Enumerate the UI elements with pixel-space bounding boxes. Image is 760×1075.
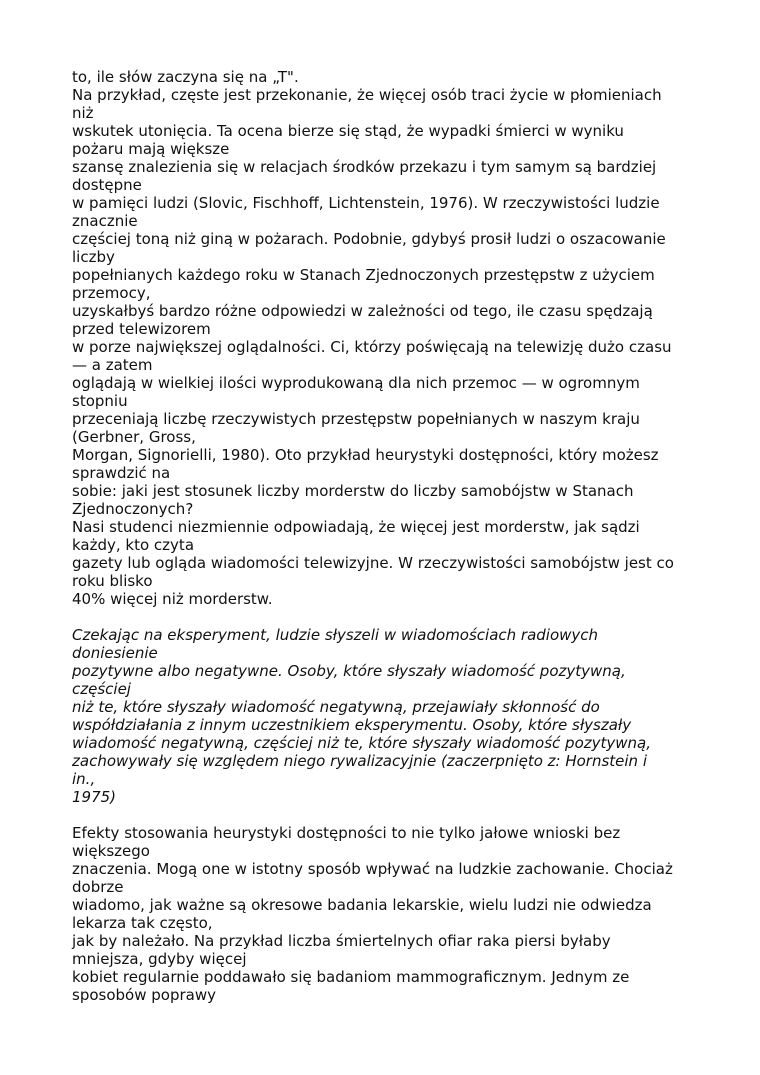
- italic-text-line: niż te, które słyszały wiadomość negatywną, przejawiały skłonność do: [72, 698, 600, 716]
- text-line: (Gerbner, Gross,: [72, 428, 196, 446]
- text-line: znacznie: [72, 212, 138, 230]
- text-line: znaczenia. Mogą one w istotny sposób wpływać na ludzkie zachowanie. Chociaż: [72, 860, 673, 878]
- text-line: 40% więcej niż morderstw.: [72, 590, 273, 608]
- text-line: Nasi studenci niezmiennie odpowiadają, że więcej jest morderstw, jak sądzi: [72, 518, 640, 536]
- text-line: w pamięci ludzi (Slovic, Fischhoff, Lichtenstein, 1976). W rzeczywistości ludzie: [72, 194, 660, 212]
- italic-text-line: pozytywne albo negatywne. Osoby, które słyszały wiadomość pozytywną,: [72, 662, 626, 680]
- text-line: przemocy,: [72, 284, 151, 302]
- text-line: mniejsza, gdyby więcej: [72, 950, 247, 968]
- text-line: gazety lub ogląda wiadomości telewizyjne. W rzeczywistości samobójstw jest co: [72, 554, 674, 572]
- text-line: sprawdzić na: [72, 464, 171, 482]
- text-line: to, ile słów zaczyna się na „T".: [72, 68, 299, 86]
- text-line: jak by należało. Na przykład liczba śmiertelnych ofiar raka piersi byłaby: [72, 932, 611, 950]
- text-line: stopniu: [72, 392, 128, 410]
- italic-text-line: częściej: [72, 680, 131, 698]
- text-line: pożaru mają większe: [72, 140, 230, 158]
- text-line: sposobów poprawy: [72, 986, 216, 1004]
- text-line: przeceniają liczbę rzeczywistych przestępstw popełnianych w naszym kraju: [72, 410, 640, 428]
- italic-text-line: zachowywały się względem niego rywalizacyjnie (zaczerpnięto z: Hornstein i: [72, 752, 648, 770]
- italic-text-line: współdziałania z innym uczestnikiem eksperymentu. Osoby, które słyszały: [72, 716, 632, 734]
- italic-text-line: doniesienie: [72, 644, 158, 662]
- text-line: wskutek utonięcia. Ta ocena bierze się stąd, że wypadki śmierci w wyniku: [72, 122, 624, 140]
- text-line: dostępne: [72, 176, 142, 194]
- paragraph-gap: [72, 806, 690, 824]
- text-line: uzyskałbyś bardzo różne odpowiedzi w zależności od tego, ile czasu spędzają: [72, 302, 653, 320]
- text-line: popełnianych każdego roku w Stanach Zjednoczonych przestępstw z użyciem: [72, 266, 655, 284]
- text-line: szansę znalezienia się w relacjach środków przekazu i tym samym są bardziej: [72, 158, 657, 176]
- italic-text-line: Czekając na eksperyment, ludzie słyszeli w wiadomościach radiowych: [72, 626, 599, 644]
- italic-text-line: wiadomość negatywną, częściej niż te, które słyszały wiadomość pozytywną,: [72, 734, 651, 752]
- text-line: Na przykład, częste jest przekonanie, że więcej osób traci życie w płomieniach: [72, 86, 662, 104]
- text-line: lekarza tak często,: [72, 914, 213, 932]
- text-line: — a zatem: [72, 356, 153, 374]
- paragraph-availability-heuristic: [72, 68, 690, 608]
- text-line: Zjednoczonych?: [72, 500, 194, 518]
- text-line: liczby: [72, 248, 115, 266]
- text-line: każdy, kto czyta: [72, 536, 195, 554]
- text-line: większego: [72, 842, 150, 860]
- text-line: Efekty stosowania heurystyki dostępności to nie tylko jałowe wnioski bez: [72, 824, 621, 842]
- text-line: oglądają w wielkiej ilości wyprodukowaną dla nich przemoc — w ogromnym: [72, 374, 640, 392]
- text-line: niż: [72, 104, 94, 122]
- text-line: sobie: jaki jest stosunek liczby morderstw do liczby samobójstw w Stanach: [72, 482, 634, 500]
- paragraph-heuristic-effects: [72, 824, 690, 1004]
- text-line: Morgan, Signorielli, 1980). Oto przykład heurystyki dostępności, który możesz: [72, 446, 659, 464]
- paragraph-gap: [72, 608, 690, 626]
- text-line: dobrze: [72, 878, 124, 896]
- paragraph-experiment-caption: [72, 626, 690, 806]
- text-line: w porze największej oglądalności. Ci, którzy poświęcają na telewizję dużo czasu: [72, 338, 672, 356]
- text-line: wiadomo, jak ważne są okresowe badania lekarskie, wielu ludzi nie odwiedza: [72, 896, 652, 914]
- text-line: przed telewizorem: [72, 320, 211, 338]
- text-line: częściej toną niż giną w pożarach. Podobnie, gdybyś prosił ludzi o oszacowanie: [72, 230, 666, 248]
- italic-text-line: 1975): [72, 788, 117, 806]
- italic-text-line: in.,: [72, 770, 96, 788]
- text-line: roku blisko: [72, 572, 153, 590]
- text-line: kobiet regularnie poddawało się badaniom mammograficznym. Jednym ze: [72, 968, 630, 986]
- document-page: [72, 68, 690, 1004]
